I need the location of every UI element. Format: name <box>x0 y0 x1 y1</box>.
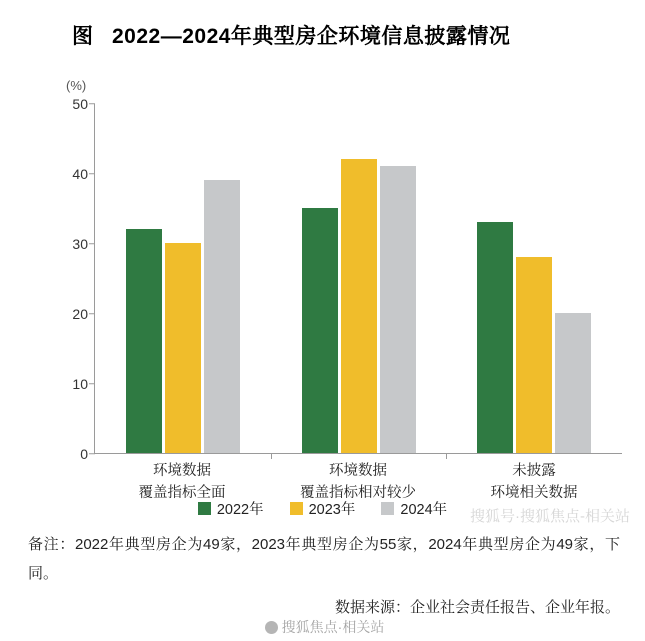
legend-label: 2024年 <box>400 502 448 518</box>
bar-groups <box>95 104 622 453</box>
y-axis-tick-mark <box>89 313 95 314</box>
chart-legend <box>0 498 645 519</box>
bar <box>555 313 591 453</box>
chart-note: 备注：2022年典型房企为49家，2023年典型房企为55家，2024年典型房企为49家，下同。 <box>28 536 620 582</box>
x-axis-label: 未披露 环境相关数据 <box>490 463 578 501</box>
y-axis-tick-label: 30 <box>72 236 88 252</box>
bar <box>341 159 377 453</box>
legend-swatch-icon <box>198 502 211 515</box>
chart-container <box>24 78 624 501</box>
bar <box>380 166 416 453</box>
y-axis-tick-label: 20 <box>72 306 88 322</box>
plot-area <box>72 96 622 462</box>
watermark-bottom <box>0 617 645 637</box>
bar <box>302 208 338 453</box>
legend-item[interactable] <box>381 498 447 519</box>
page-title <box>72 20 510 50</box>
title-label: 图 <box>72 25 94 48</box>
y-axis-tick-mark <box>89 383 95 384</box>
y-axis-tick-label: 0 <box>80 446 88 462</box>
bar-group <box>446 104 622 453</box>
bar <box>204 180 240 453</box>
legend-item[interactable] <box>198 498 264 519</box>
watermark-bottom-text: 搜狐焦点·相关站 <box>281 619 385 635</box>
y-axis-tick-label: 10 <box>72 376 88 392</box>
y-axis-tick-mark <box>89 103 95 104</box>
bar-group <box>271 104 447 453</box>
x-axis-label: 环境数据 覆盖指标相对较少 <box>300 463 416 501</box>
bar <box>126 229 162 453</box>
y-axis-tick-mark <box>89 173 95 174</box>
watermark-logo-icon <box>265 621 278 634</box>
x-axis-tick-mark <box>446 453 447 459</box>
y-axis-tick-label: 50 <box>72 96 88 112</box>
y-axis-tick-label: 40 <box>72 166 88 182</box>
legend-item[interactable] <box>290 498 356 519</box>
legend-label: 2023年 <box>308 502 356 518</box>
bar <box>165 243 201 453</box>
chart-source: 数据来源：企业社会责任报告、企业年报。 <box>334 599 620 616</box>
y-axis-tick-mark <box>89 453 95 454</box>
bar-group <box>95 104 271 453</box>
legend-swatch-icon <box>290 502 303 515</box>
x-axis-tick-mark <box>271 453 272 459</box>
x-axis-label: 环境数据 覆盖指标全面 <box>138 463 226 501</box>
legend-swatch-icon <box>381 502 394 515</box>
bar <box>477 222 513 453</box>
y-axis-unit: (%) <box>66 78 87 93</box>
title-text: 2022—2024年典型房企环境信息披露情况 <box>112 25 511 48</box>
y-axis-tick-mark <box>89 243 95 244</box>
watermark-center: 搜狐号·搜狐焦点-相关站 <box>470 508 630 525</box>
legend-label: 2022年 <box>216 502 264 518</box>
bar <box>516 257 552 453</box>
